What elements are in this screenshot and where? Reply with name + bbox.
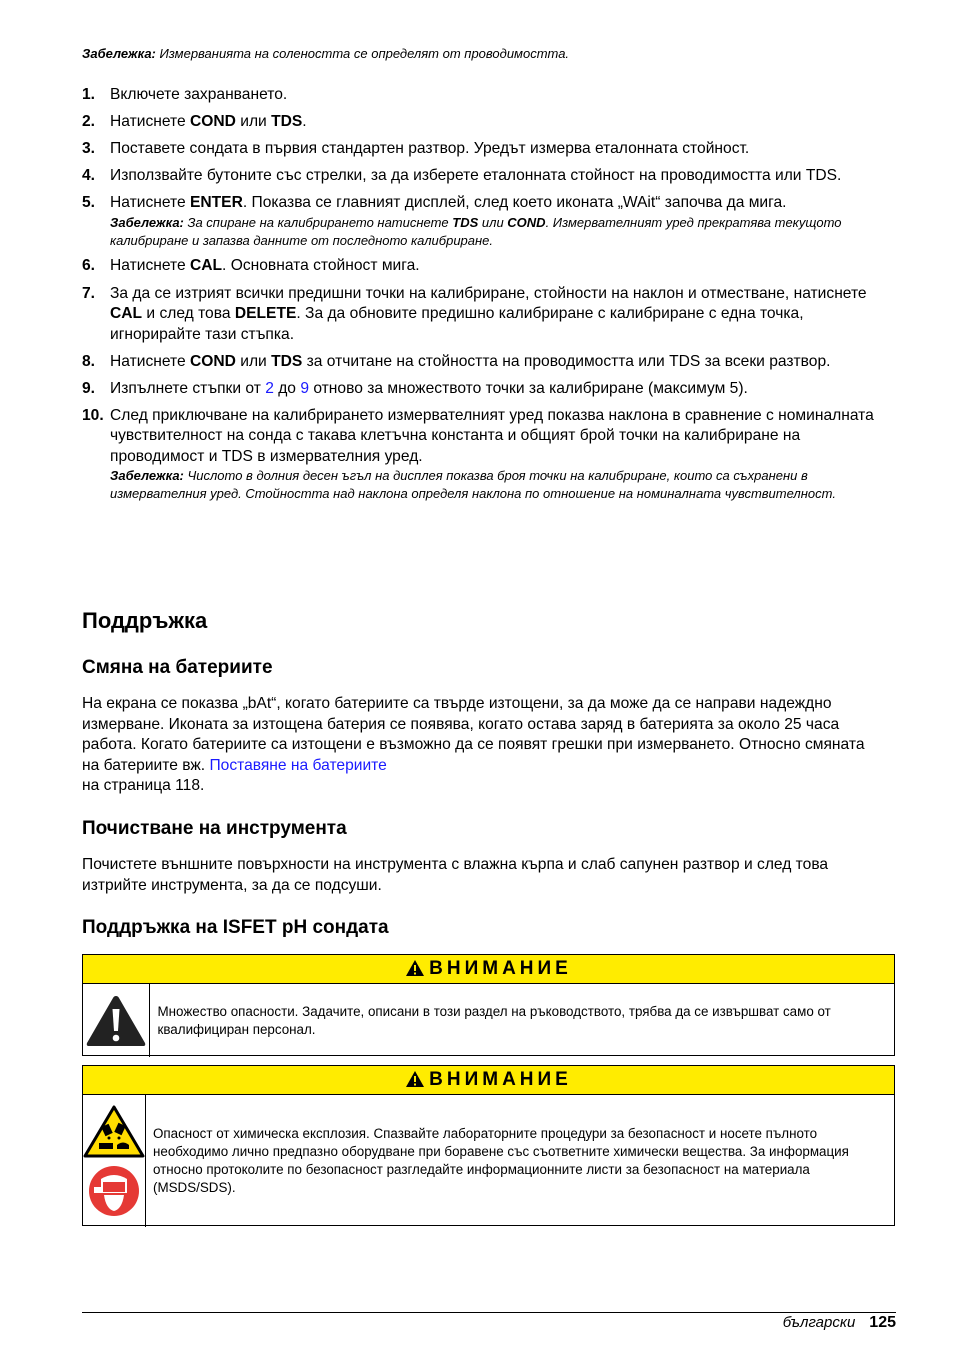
- step-4: 4. Използвайте бутоните със стрелки, за да изберете еталонната стойност на проводимостта или TDS.: [82, 167, 842, 185]
- page-footer: [783, 1313, 896, 1333]
- step-5-note: Забележка: За спиране на калибрирането натиснете TDS или COND. Измервателният уред прекратява текущото калибриране и запазва данните от последното калибриране.: [110, 214, 842, 248]
- corrosive-chemical-icon: [83, 1105, 145, 1159]
- intro-note: Забележка: Измерванията на солеността се определят от проводимостта.: [82, 46, 570, 61]
- warning-text-1: Множество опасности. Задачите, описани в този раздел на ръководството, трябва да се извършват само от квалифициран персонал.: [157, 1003, 831, 1037]
- warning-header-1: ВНИМАНИЕ: [83, 955, 894, 984]
- warning-triangle-icon: [405, 959, 425, 977]
- step-5: 5. Натиснете ENTER. Показва се главният дисплей, след което иконата „WAit“ започва да мига. Забележка: За спиране на калибрирането натиснете TDS или COND. Измервателният уред прекратява текущото калибриране и запазва данните от последното калибриране.: [82, 193, 896, 250]
- step-10-note: Забележка: Числото в долния десен ъгъл на дисплея показва броя точки на калибриране, които са съхранени в измервателния уред. Стойността над наклона определя наклона по отношение на номиналната чувствителност.: [110, 468, 836, 502]
- footer-divider: [82, 1312, 896, 1313]
- section-title: Поддръжка: [82, 608, 208, 633]
- battery-link[interactable]: Поставяне на батериите: [209, 756, 387, 774]
- step-9: 9. Изпълнете стъпки от 2 до 9 отново за множеството точки за калибриране (максимум 5).: [82, 379, 748, 397]
- calibration-steps: [82, 85, 896, 510]
- warning-box-1: [82, 954, 895, 1056]
- warning-header-2: ВНИМАНИЕ: [83, 1066, 894, 1095]
- step-7: 7. За да се изтрият всички предишни точки на калибриране, стойности на наклон и отместване, натиснете CAL и след това DELETE. За да обновите предишно калибриране с калибриране с една точка, игнорирайте тази стъпка.: [82, 284, 867, 343]
- warning-box-2: [82, 1065, 895, 1226]
- cleaning-text: Почистете външните повърхности на инструмента с влажна кърпа и слаб сапунен разтвор и след това изтрийте инструмента, за да се подсуши.: [82, 856, 829, 894]
- step-1: 1. Включете захранването.: [82, 86, 288, 103]
- step-8: 8. Натиснете COND или TDS за отчитане на стойността на проводимостта или TDS за всеки разтвор.: [82, 352, 831, 370]
- general-hazard-icon: [83, 984, 150, 1057]
- step-9-link[interactable]: 9: [300, 379, 309, 397]
- warning-triangle-icon: [405, 1070, 425, 1088]
- page-number: 125: [869, 1314, 896, 1331]
- step-2: 2. Натиснете COND или TDS.: [82, 113, 307, 131]
- warning-text-2: Опасност от химическа експлозия. Спазвайте лабораторните процедури за безопасност и носете пълното необходимо лично предпазно оборудване при боравене със съответните химически вещества. За информация относно протоколите по безопасност разгледайте информационните листи за безопасност на материала (MSDS/SDS).: [153, 1126, 849, 1195]
- step-2-link[interactable]: 2: [265, 379, 274, 397]
- step-3: 3. Поставете сондата в първия стандартен разтвор. Уредът измерва еталонната стойност.: [82, 140, 750, 158]
- footer-language: български: [782, 1314, 856, 1331]
- battery-text: На екрана се показва „bAt“, когато батериите са твърде изтощени, за да може да се направи надеждно измерване. Иконата за изтощена батерия се появява, когато остава заряд в батерията за около 25 часа работа. Когато батериите са изтощени е възможно да се появят грешки при измерването. Относно смяната на батериите вж. Поставяне на батериите на страница 118.: [82, 695, 865, 794]
- cleaning-heading: Почистване на инструмента: [82, 818, 347, 839]
- face-shield-ppe-icon: [88, 1165, 140, 1217]
- warning-icons-column: [83, 1095, 146, 1227]
- isfet-heading: Поддръжка на ISFET pH сондата: [82, 917, 389, 938]
- battery-heading: Смяна на батериите: [82, 657, 273, 678]
- step-6: 6. Натиснете CAL. Основната стойност мига.: [82, 257, 420, 275]
- step-10: 10. След приключване на калибрирането измервателният уред показва наклона в сравнение с номиналната чувствителност на сонда с такава клетъчна константа и общият брой точки на калибриране на проводимост и TDS в измервателния уред. Забележка: Числото в долния десен ъгъл на дисплея показва броя точки на калибриране, които са съхранени в измервателния уред. Стойността над наклона определя наклона по отношение на номиналната чувствителност.: [82, 406, 896, 504]
